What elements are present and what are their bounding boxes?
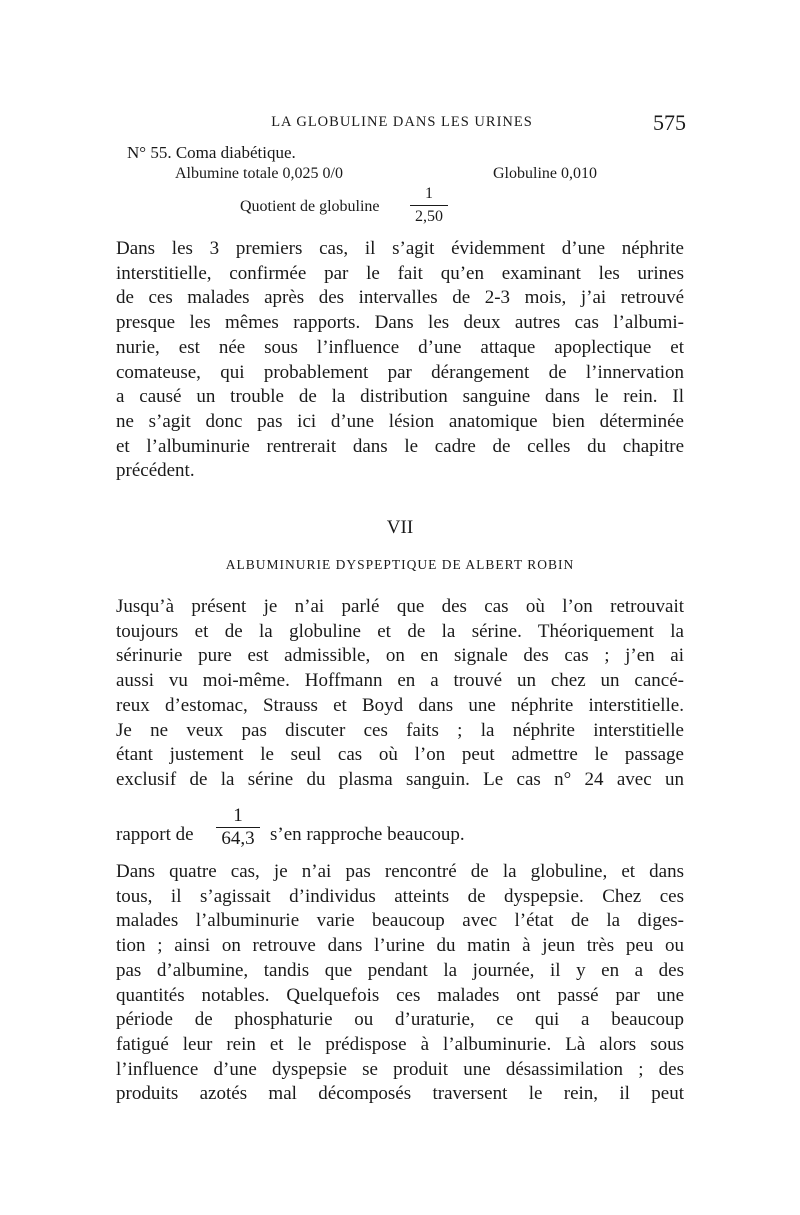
case-title: N° 55. Coma diabétique. (127, 143, 296, 162)
text-line: reux d’estomac, Strauss et Boyd dans une néphrite interstitielle. (116, 694, 684, 716)
fraction-line-after: s’en rapproche beaucoup. (270, 824, 465, 845)
text-line: aussi vu moi-même. Hoffmann en a trouvé un chez un cancé- (116, 670, 684, 692)
quotient-fraction (410, 184, 448, 227)
fraction-bar (410, 205, 448, 206)
section-title: ALBUMINURIE DYSPEPTIQUE DE ALBERT ROBIN (225, 557, 575, 572)
paragraph-3 (116, 860, 684, 1107)
page-number: 575 (653, 110, 686, 135)
text-line: presque les mêmes rapports. Dans les deux autres cas l’albumi- (116, 312, 684, 334)
text-line: période de phosphaturie ou d’uraturie, ce qui a beaucoup (116, 1009, 684, 1031)
fraction-denominator: 64,3 (221, 828, 255, 849)
text-line: et l’albuminurie rentrerait dans le cadre de celles du chapitre (116, 435, 684, 457)
text-line: l’influence d’une dyspepsie se produit une désassimilation ; des (116, 1058, 684, 1080)
running-head (118, 110, 686, 140)
fraction-denominator: 2,50 (415, 208, 443, 225)
text-line: a causé un trouble de la distribution sanguine dans le rein. Il (116, 386, 684, 408)
ratio-fraction (216, 806, 260, 849)
fraction-numerator: 1 (425, 185, 433, 202)
text-line: nurie, est née sous l’influence d’une attaque apoplectique et (116, 336, 684, 358)
text-line: tous, il s’agissait d’individus atteints de dyspepsie. Chez ces (116, 885, 684, 907)
text-line: Dans les 3 premiers cas, il s’agit évidemment d’une néphrite (116, 238, 684, 259)
text-line: Je ne veux pas discuter ces faits ; la néphrite interstitielle (116, 719, 684, 741)
paragraph-2 (116, 595, 684, 793)
text-line: fatigué leur rein et le prédispose à l’albuminurie. Là alors sous (116, 1033, 684, 1055)
text-line: étant justement le seul cas où l’on peut admettre le passage (116, 744, 684, 766)
text-line: tion ; ainsi on retrouve dans l’urine du matin à jeun très peu ou (116, 935, 684, 957)
running-title: LA GLOBULINE DANS LES URINES (271, 114, 533, 130)
text-line: exclusif de la sérine du plasma sanguin. Le cas n° 24 avec un (116, 768, 684, 790)
fraction-line (116, 806, 684, 866)
text-line: interstitielle, confirmée par le fait qu’en examinant les urines (116, 262, 684, 284)
text-line: de ces malades après des intervalles de 2-3 mois, j’ai retrouvé (116, 287, 684, 309)
text-line: sérinurie pure est admissible, on en signale des cas ; j’en ai (116, 645, 684, 667)
text-line: toujours et de la globuline et de la sérine. Théoriquement la (116, 620, 684, 642)
text-line: quantités notables. Quelquefois ces malades ont passé par une (116, 984, 684, 1006)
section-number: VII (386, 517, 414, 538)
fraction-numerator: 1 (233, 805, 243, 826)
paragraph-1 (116, 237, 684, 484)
text-line: pas d’albumine, tandis que pendant la journée, il y en a des (116, 959, 684, 981)
text-line: ne s’agit donc pas ici d’une lésion anatomique bien déterminée (116, 410, 684, 432)
text-line: comateuse, qui probablement par dérangement de l’innervation (116, 361, 684, 383)
text-line: précédent. (116, 460, 195, 482)
text-line: malades l’albuminurie varie beaucoup avec l’état de la diges- (116, 910, 684, 932)
text-line: Dans quatre cas, je n’ai pas rencontré de la globuline, et dans (116, 861, 684, 882)
globuline-value: Globuline 0,010 (493, 165, 597, 182)
albumine-value: Albumine totale 0,025 0/0 (175, 165, 343, 182)
text-line: produits azotés mal décomposés traversent le rein, il peut (116, 1083, 684, 1105)
text-line: Jusqu’à présent je n’ai parlé que des cas où l’on retrouvait (116, 596, 684, 617)
quotient-label: Quotient de globuline (240, 198, 380, 215)
fraction-line-before: rapport de (116, 824, 194, 845)
